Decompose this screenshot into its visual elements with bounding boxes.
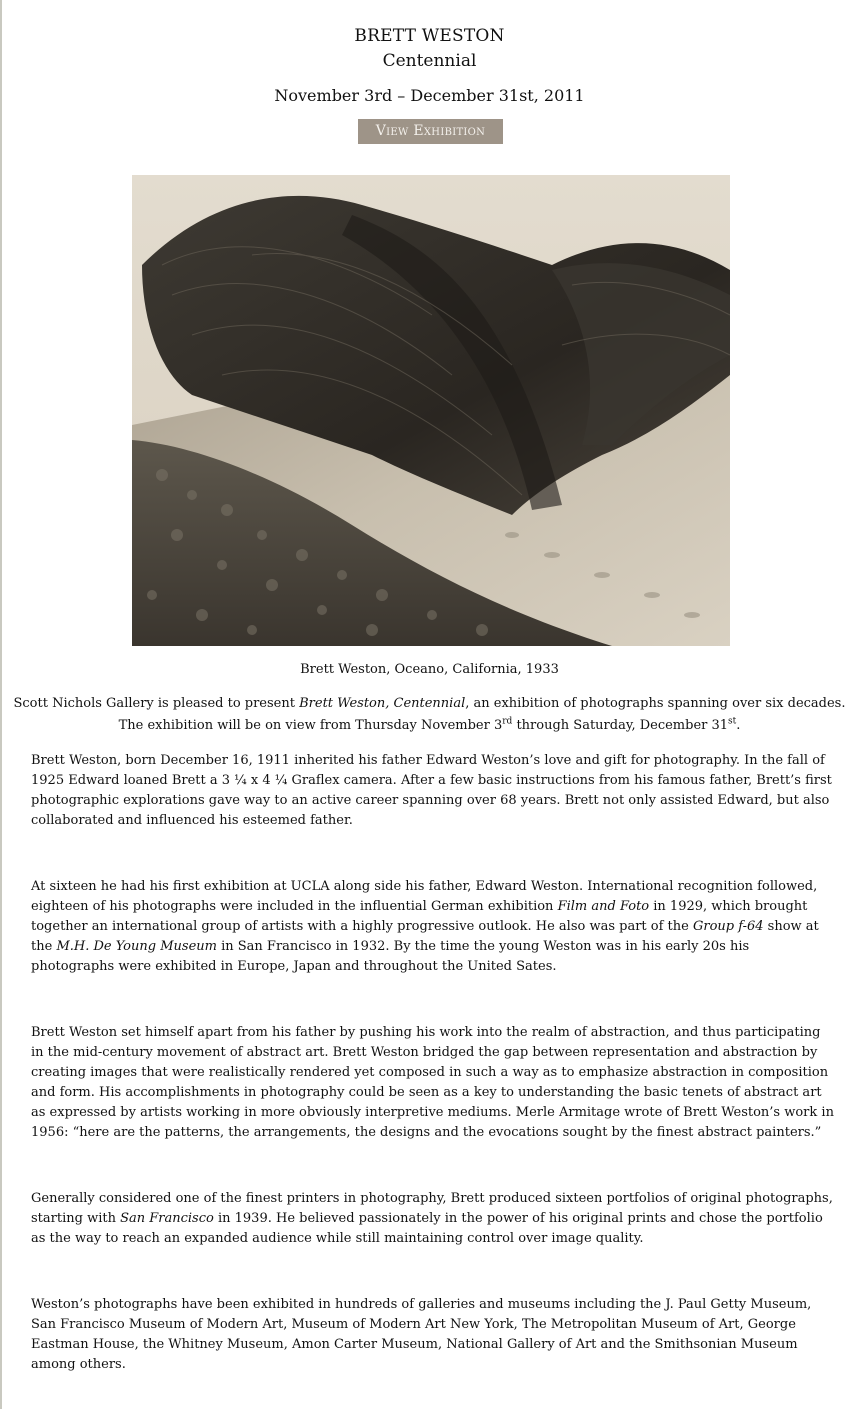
exhibition-dates: November 3rd – December 31st, 2011 xyxy=(274,86,585,105)
exhibition-photo[interactable] xyxy=(132,175,730,646)
biography-paragraph-5: Weston’s photographs have been exhibited in hundreds of galleries and museums including the J. Paul Getty Museum, San Francisco Museum of Modern Art, Museum of Modern Art New York, The Metropolitan Museum of Art, George Eastman House, the Whitney Museum, Amon Carter Museum, National Gallery of Art and the Smithsonian Museum among others. xyxy=(31,1297,812,1372)
view-exhibition-button[interactable]: View Exhibition xyxy=(358,119,503,144)
exhibition-title-emphasis: Brett Weston, Centennial xyxy=(299,696,466,711)
intro-line-1: Scott Nichols Gallery is pleased to present Brett Weston, Centennial, an exhibition of photographs spanning over six decades. xyxy=(13,696,846,711)
intro-line-2: The exhibition will be on view from Thursday November 3rd through Saturday, December 31st. xyxy=(118,716,741,733)
exhibition-title: Centennial xyxy=(382,51,477,71)
artist-name: BRETT WESTON xyxy=(354,26,505,46)
biography-paragraph-3: Brett Weston set himself apart from his father by pushing his work into the realm of abstraction, and thus participating in the mid-century movement of abstract art. Brett Weston bridged the gap between representation and abstraction by creating images that were realistically rendered yet composed in such a way as to emphasize abstraction in composition and form. His accomplishments in photography could be seen as a key to understanding the basic tenets of abstract art as expressed by artists working in more obviously interpretive mediums. Merle Armitage wrote of Brett Weston’s work in 1956: “here are the patterns, the arrangements, the designs and the evocations sought by the finest abstract painters.” xyxy=(31,1025,834,1140)
biography-paragraph-2: At sixteen he had his first exhibition at UCLA along side his father, Edward Weston. International recognition followed, eighteen of his photographs were included in the influential German exhibition Film and Foto in 1929, which brought together an international group of artists with a highly progressive outlook. He also was part of the Group f-64 show at the M.H. De Young Museum in San Francisco in 1932. By the time the young Weston was in his early 20s his photographs were exhibited in Europe, Japan and throughout the United Sates. xyxy=(31,879,819,974)
biography-paragraph-4: Generally considered one of the finest printers in photography, Brett produced sixteen portfolios of original photographs, starting with San Francisco in 1939. He believed passionately in the power of his original prints and chose the portfolio as the way to reach an expanded audience while still maintaining control over image quality. xyxy=(31,1191,833,1246)
photo-caption: Brett Weston, Oceano, California, 1933 xyxy=(300,662,559,677)
biography-paragraph-1: Brett Weston, born December 16, 1911 inherited his father Edward Weston’s love and gift for photography. In the fall of 1925 Edward loaned Brett a 3 ¼ x 4 ¼ Graflex camera. After a few basic instructions from his famous father, Brett’s first photographic explorations gave way to an active career spanning over 68 years. Brett not only assisted Edward, but also collaborated and influenced his esteemed father. xyxy=(31,753,832,828)
